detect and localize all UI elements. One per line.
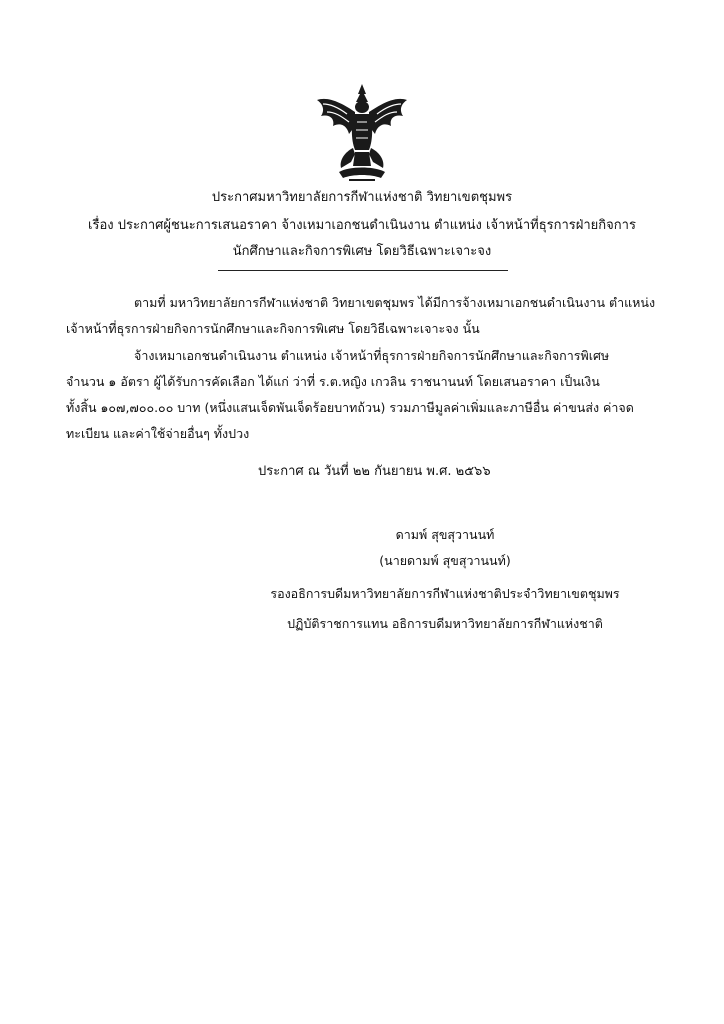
signatory-acting-for: ปฏิบัติราชการแทน อธิการบดีมหาวิทยาลัยการกีฬาแห่งชาติ [287, 616, 603, 631]
announcement-date: ประกาศ ณ วันที่ ๒๒ กันยายน พ.ศ. ๒๕๖๖ [258, 464, 491, 479]
body-paragraph-2-line-3: ทั้งสิ้น ๑๐๗,๗๐๐.๐๐ บาท (หนึ่งแสนเจ็ดพันเจ็ดร้อยบาทถ้วน) รวมภาษีมูลค่าเพิ่มและภาษีอื่น ค่าขนส่ง ค่าจด [66, 400, 634, 415]
garuda-emblem-icon [309, 82, 415, 186]
signature-name: ดามพ์ สุขสุวานนท์ [395, 527, 495, 542]
subject-line-continued: นักศึกษาและกิจการพิเศษ โดยวิธีเฉพาะเจาะจง [232, 244, 492, 259]
body-paragraph-2-line-1: จ้างเหมาเอกชนดำเนินงาน ตำแหน่ง เจ้าหน้าที่ธุรการฝ่ายกิจการนักศึกษาและกิจการพิเศษ [134, 348, 610, 363]
announcement-title: ประกาศมหาวิทยาลัยการกีฬาแห่งชาติ วิทยาเขตชุมพร [211, 190, 513, 205]
body-paragraph-2-line-2: จำนวน ๑ อัตรา ผู้ได้รับการคัดเลือก ได้แก่ ว่าที่ ร.ต.หญิง เกวลิน ราชนานนท์ โดยเสนอราคา เป็นเงิน [66, 374, 600, 389]
signatory-printed-name: (นายดามพ์ สุขสุวานนท์) [379, 553, 511, 568]
body-paragraph-1-line-2: เจ้าหน้าที่ธุรการฝ่ายกิจการนักศึกษาและกิจการพิเศษ โดยวิธีเฉพาะเจาะจง นั้น [66, 321, 480, 336]
body-paragraph-1-line-1: ตามที่ มหาวิทยาลัยการกีฬาแห่งชาติ วิทยาเขตชุมพร ได้มีการจ้างเหมาเอกชนดำเนินงาน ตำแหน่ง [134, 295, 656, 310]
signatory-position: รองอธิการบดีมหาวิทยาลัยการกีฬาแห่งชาติประจำวิทยาเขตชุมพร [270, 586, 620, 601]
subject-line: เรื่อง ประกาศผู้ชนะการเสนอราคา จ้างเหมาเอกชนดำเนินงาน ตำแหน่ง เจ้าหน้าที่ธุรการฝ่ายกิจการ [88, 218, 636, 233]
body-paragraph-2-line-4: ทะเบียน และค่าใช้จ่ายอื่นๆ ทั้งปวง [66, 426, 250, 441]
title-divider [218, 270, 508, 271]
